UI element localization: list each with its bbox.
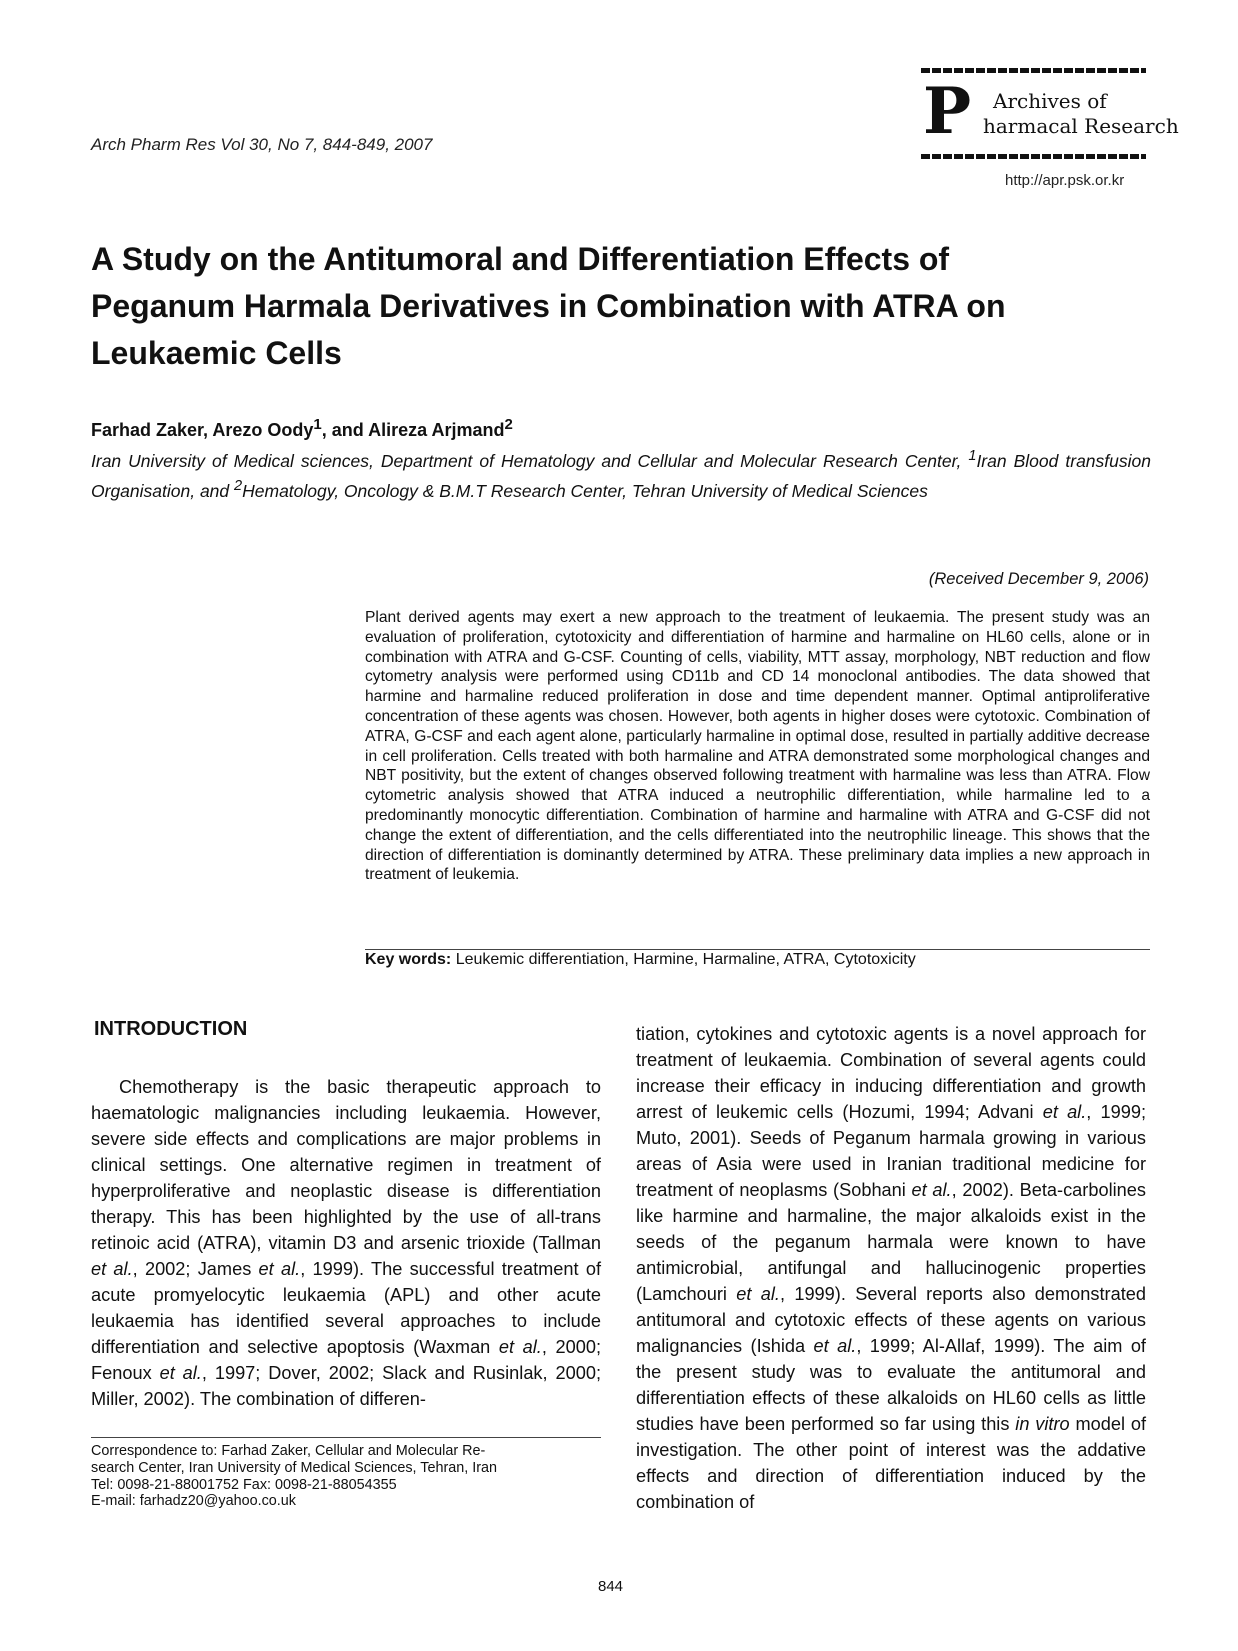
- affiliation-marker: 2: [234, 477, 243, 494]
- abstract-divider: [365, 949, 1150, 950]
- logo-text-line2: harmacal Research: [983, 114, 1179, 138]
- body-column-left: Chemotherapy is the basic therapeutic approach to haematologic malignancies including leukaemia. However, severe side effects and complications are major problems in clinical settings. One alternative regimen in treatment of hyperproliferative and neoplastic disease is differentiation therapy. This has been highlighted by the use of all-trans retinoic acid (ATRA), vitamin D3 and arsenic trioxide (Tallman et al., 2002; James et al., 1999). The successful treatment of acute promyelocytic leukaemia (APL) and other acute leukaemia has identified several approaches to include differentiation and selective apoptosis (Waxman et al., 2000; Fenoux et al., 1997; Dover, 2002; Slack and Rusinlak, 2000; Miller, 2002). The combination of differen-: [91, 1077, 602, 1409]
- journal-citation: Arch Pharm Res Vol 30, No 7, 844-849, 2007: [91, 135, 433, 154]
- footnote-line: Tel: 0098-21-88001752 Fax: 0098-21-88054355: [91, 1476, 397, 1493]
- footnote-line: Correspondence to: Farhad Zaker, Cellular and Molecular Re-: [91, 1443, 486, 1459]
- author-separator: , and: [321, 420, 369, 440]
- affiliation-text: Iran University of Medical sciences, Department of Hematology and Cellular and Molecular Research Center,: [91, 450, 969, 471]
- correspondence-footnote: [91, 1443, 601, 1510]
- keywords-label: Key words:: [365, 951, 452, 968]
- keywords: [365, 951, 1150, 969]
- received-date: (Received December 9, 2006): [928, 570, 1149, 588]
- page-number: 844: [598, 1578, 624, 1595]
- journal-url[interactable]: http://apr.psk.or.kr: [1005, 172, 1125, 189]
- affiliations: [91, 444, 1151, 504]
- footnote-email[interactable]: E-mail: farhadz20@yahoo.co.uk: [91, 1493, 296, 1510]
- author-name: Alireza Arjmand: [368, 420, 505, 440]
- affiliation-marker: 1: [313, 416, 322, 433]
- affiliation-text: Hematology, Oncology & B.M.T Research Center, Tehran University of Medical Sciences: [242, 480, 928, 501]
- logo-text-line1: Archives of: [993, 89, 1107, 113]
- abstract: Plant derived agents may exert a new approach to the treatment of leukaemia. The present study was an evaluation of proliferation, cytotoxicity and differentiation of harmine and harmaline on HL60 cells, alone or in combination with ATRA and G-CSF. Counting of cells, viability, MTT assay, morphology, NBT reduction and flow cytometry analysis were performed using CD11b and CD 14 monoclonal antibodies. The data showed that harmine and harmaline reduced proliferation in dose and time dependent manner. Optimal antiproliferative concentration of these agents was chosen. However, both agents in higher doses were cytotoxic. Combination of ATRA, G-CSF and each agent alone, particularly harmaline in optimal dose, resulted in partially additive decrease in cell proliferation. Cells treated with both harmaline and ATRA demonstrated some morphological changes and NBT positivity, but the extent of changes observed following treatment with harmaline was less than ATRA. Flow cytometric analysis showed that ATRA induced a neutrophilic differentiation, while harmaline led to a predominantly monocytic differentiation. Combination of harmine and harmaline with ATRA and G-CSF did not change the extent of differentiation, and the cells differentiated into the neutrophilic lineage. This shows that the direction of differentiation is dominantly determined by ATRA. These preliminary data implies a new approach in treatment of leukemia.: [365, 609, 1150, 884]
- section-heading-introduction: INTRODUCTION: [94, 1018, 248, 1040]
- body-column-right: tiation, cytokines and cytotoxic agents is a novel approach for treatment of leukaemia. Combination of several agents could increase their efficacy in inducing differentiation and growth arrest of leukemic cells (Hozumi, 1994; Advani et al., 1999; Muto, 2001). Seeds of Peganum harmala growing in various areas of Asia were used in Iranian traditional medicine for treatment of neoplasms (Sobhani et al., 2002). Beta-carbolines like harmine and harmaline, the major alkaloids exist in the seeds of the peganum harmala were known to have antimicrobial, antifungal and hallucinogenic properties (Lamchouri et al., 1999). Several reports also demonstrated antitumoral and cytotoxic effects of these agents on various malignancies (Ishida et al., 1999; Al-Allaf, 1999). The aim of the present study was to evaluate the antitumoral and differentiation effects of these alkaloids on HL60 cells as little studies have been performed so far using this in vitro model of investigation. The other point of interest was the addative effects and direction of differentiation induced by the combination of: [636, 1024, 1147, 1512]
- article-title: A Study on the Antitumoral and Differentiation Effects of Peganum Harmala Derivatives in Combination with ATRA on Leukaemic Cells: [91, 241, 1006, 371]
- footnote-line: search Center, Iran University of Medical Sciences, Tehran, Iran: [91, 1459, 498, 1476]
- author-name: Arezo Oody: [212, 420, 314, 440]
- affiliation-marker: 2: [504, 416, 513, 433]
- author-name: Farhad Zaker,: [91, 420, 213, 440]
- author-list: [91, 416, 513, 441]
- keywords-list: Leukemic differentiation, Harmine, Harmaline, ATRA, Cytotoxicity: [451, 951, 916, 968]
- footnote-divider: [91, 1437, 601, 1438]
- logo-top-bar: [921, 68, 1146, 73]
- affiliation-marker: 1: [968, 448, 977, 464]
- affiliation-text: Iran Blood transfusion Organisation, and: [91, 450, 1151, 501]
- logo-letter: P: [923, 74, 972, 149]
- journal-logo: [921, 68, 1179, 168]
- logo-bottom-bar: [921, 154, 1146, 159]
